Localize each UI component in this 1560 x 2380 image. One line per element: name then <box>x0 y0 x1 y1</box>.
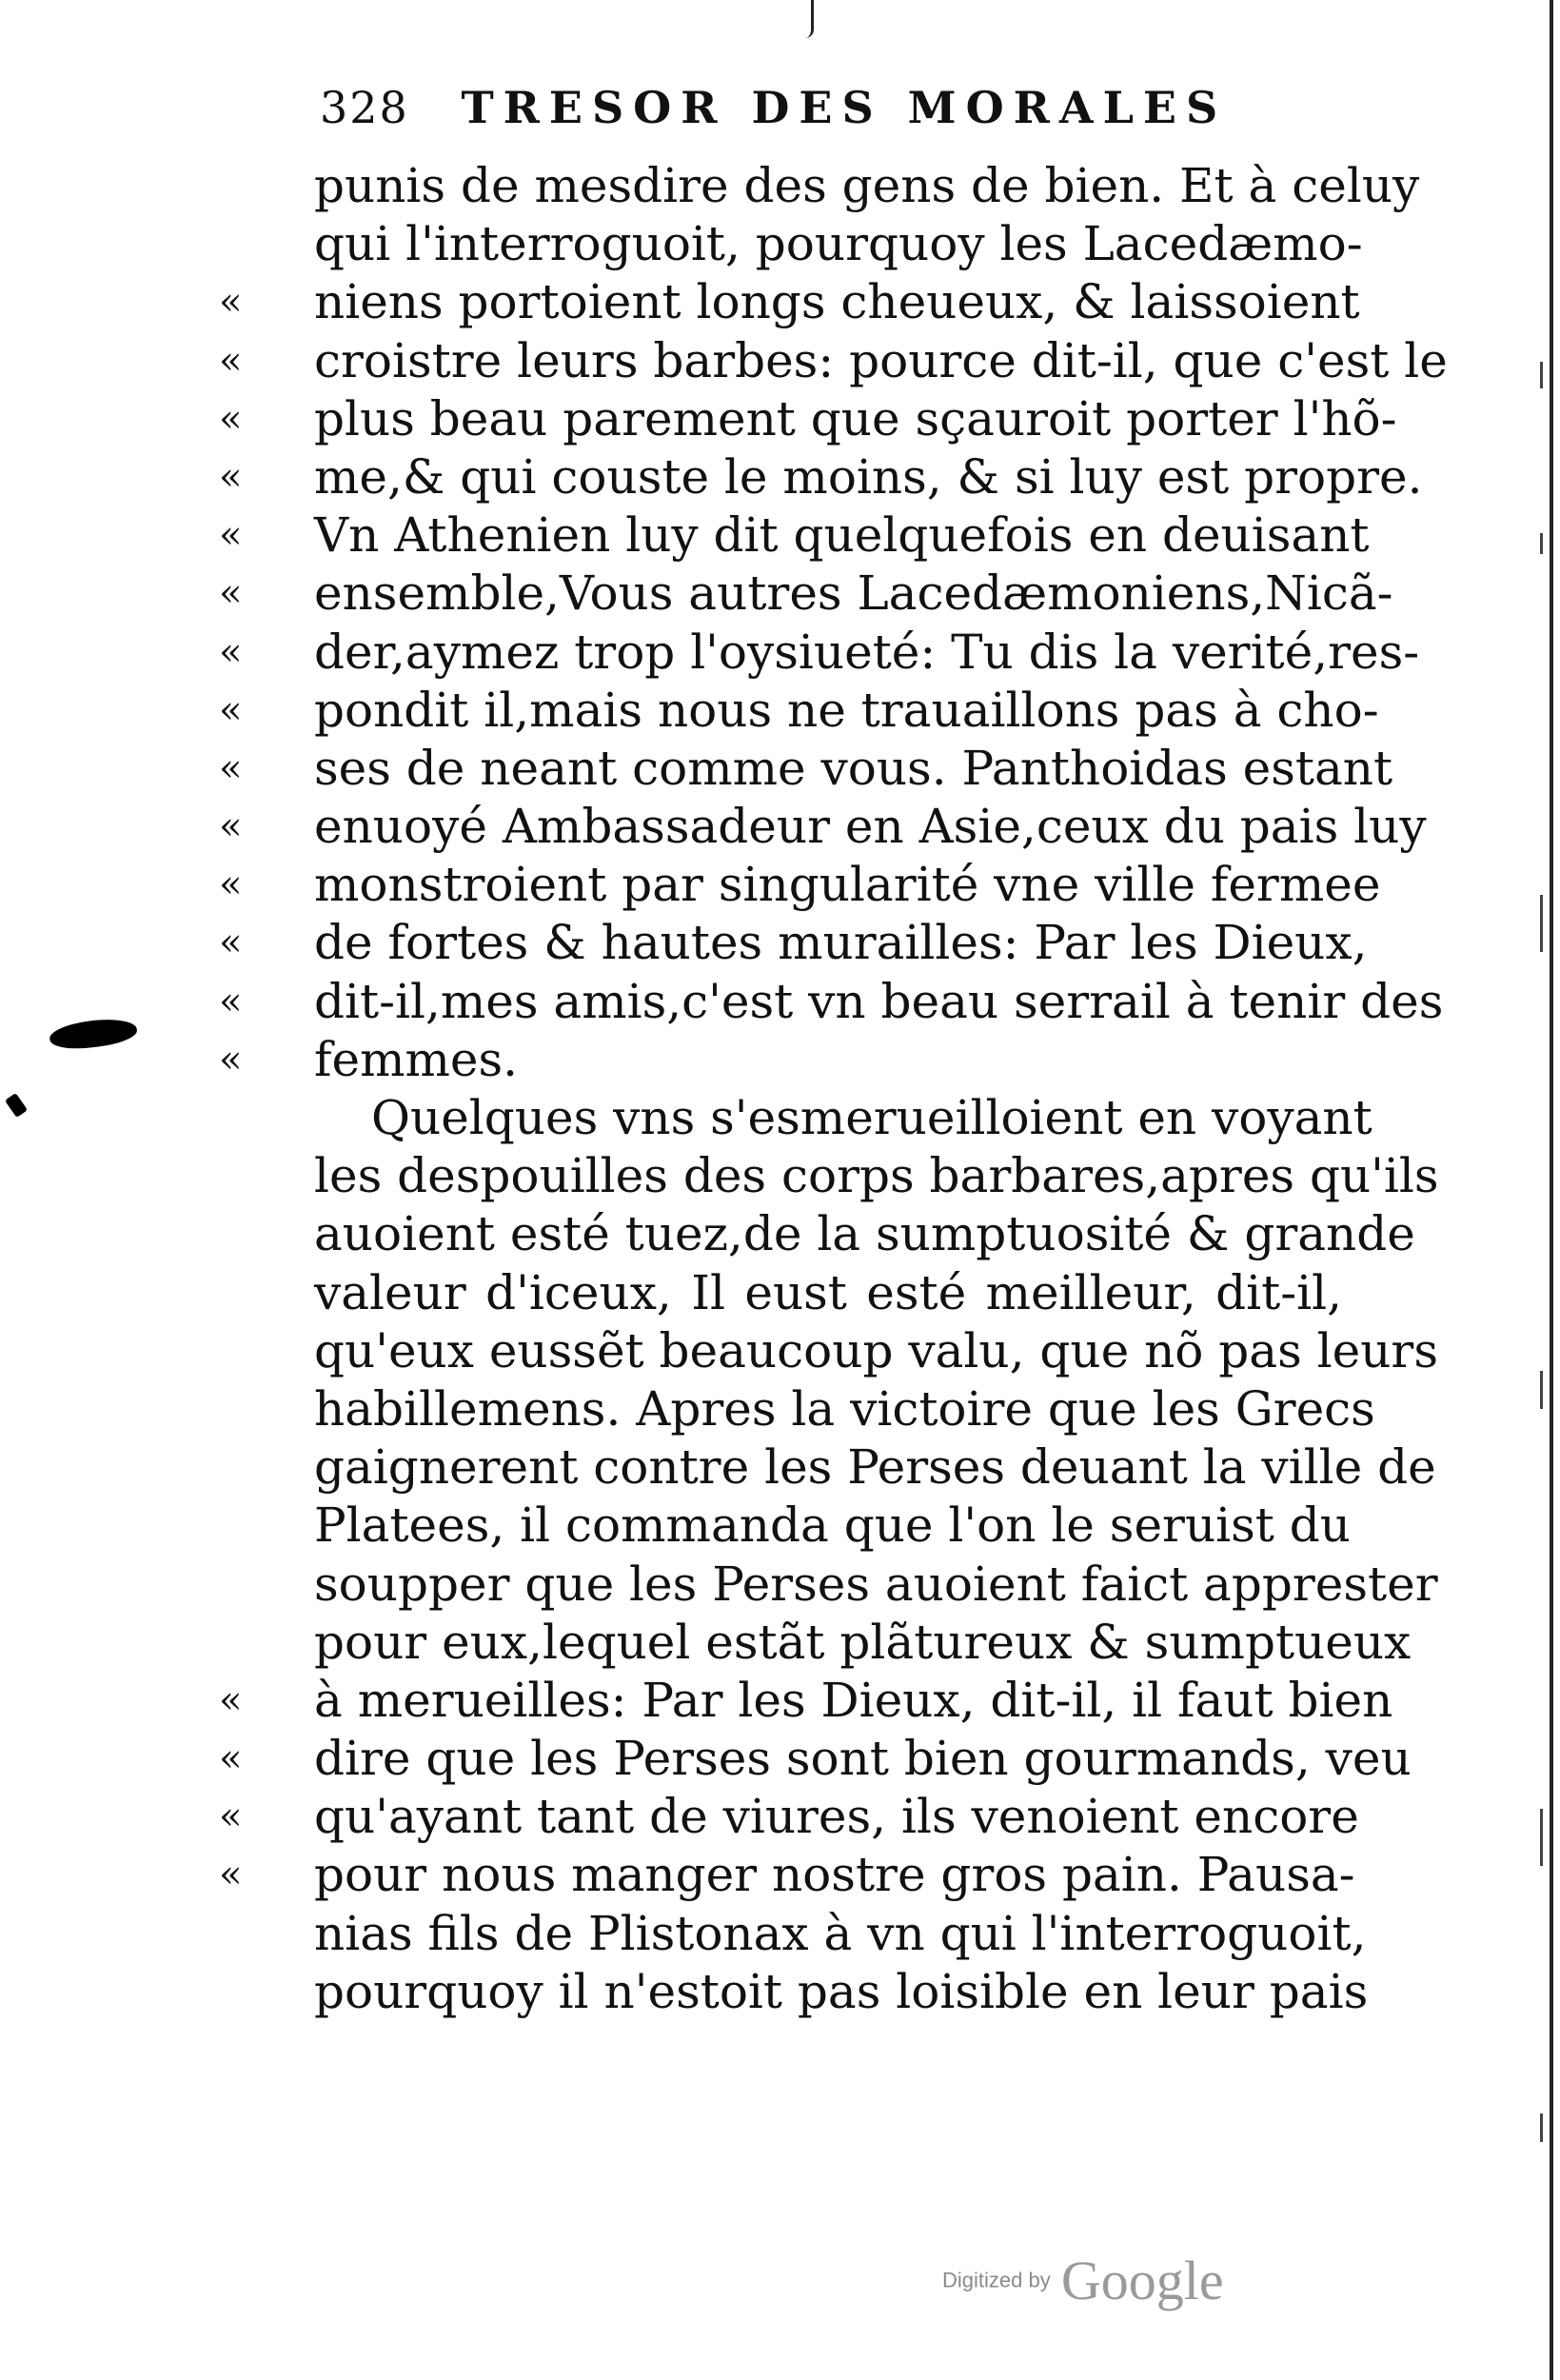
text-line <box>276 1438 1436 1497</box>
digitized-watermark <box>942 2249 1224 2312</box>
quote-mark: « <box>219 979 239 1023</box>
text-line <box>276 157 1420 215</box>
quote-mark: « <box>219 513 239 558</box>
line-text: pour eux,lequel estãt plãtureux & sumptueux <box>314 1614 1412 1670</box>
text-line <box>219 1730 1412 1788</box>
edge-mark <box>1540 1809 1543 1866</box>
text-line <box>219 1031 1342 1089</box>
quote-mark: « <box>219 454 239 499</box>
text-line <box>276 1205 1415 1263</box>
line-text: soupper que les Perses auoient faict apprester <box>314 1556 1438 1612</box>
line-text: qui l'interroguoit, pourquoy les Lacedæmo- <box>314 216 1363 272</box>
running-header <box>320 82 1227 133</box>
quote-mark: « <box>219 629 239 674</box>
text-line <box>276 1089 1372 1147</box>
line-text: qu'eux eussẽt beaucoup valu, que nõ pas leurs <box>314 1322 1438 1378</box>
quote-mark: « <box>219 396 239 441</box>
running-title: TRESOR DES MORALES <box>461 82 1228 133</box>
quote-mark: « <box>219 687 239 732</box>
line-text: qu'ayant tant de viures, ils venoient encore <box>314 1789 1359 1845</box>
quote-mark: « <box>219 1037 239 1081</box>
text-line <box>219 332 1448 390</box>
line-text: Vn Athenien luy dit quelquefois en deuisant <box>314 507 1370 564</box>
line-text: enuoyé Ambassadeur en Asie,ceux du pais luy <box>314 799 1427 855</box>
text-line <box>276 1264 1342 1322</box>
text-line <box>276 1905 1367 1963</box>
line-text: gaignerent contre les Perses deuant la ville de <box>314 1439 1436 1496</box>
text-line <box>276 1147 1439 1205</box>
line-text: dire que les Perses sont bien gourmands, veu <box>314 1731 1412 1787</box>
text-line <box>219 1788 1359 1846</box>
line-text: valeur d'iceux, Il eust esté meilleur, dit-il, <box>314 1264 1342 1320</box>
text-line <box>276 1556 1438 1614</box>
line-text: Platees, il commanda que l'on le seruist du <box>314 1497 1351 1554</box>
edge-mark <box>1540 362 1543 388</box>
text-line <box>219 914 1368 972</box>
edge-mark <box>1540 2113 1543 2142</box>
google-logo: Google <box>1060 2250 1224 2311</box>
line-text: dit-il,mes amis,c'est vn beau serrail à tenir des <box>314 973 1444 1029</box>
text-line <box>276 1322 1438 1380</box>
text-line <box>219 390 1397 448</box>
text-line <box>219 682 1379 740</box>
text-line <box>276 215 1363 273</box>
text-line <box>219 448 1423 506</box>
line-text: habillemens. Apres la victoire que les Grecs <box>314 1380 1375 1437</box>
quote-mark: « <box>219 745 239 790</box>
quote-mark: « <box>219 1795 239 1839</box>
line-text: pourquoy il n'estoit pas loisible en leur pais <box>314 1963 1369 2019</box>
line-text: femmes. <box>314 1031 519 1087</box>
quote-mark: « <box>219 1853 239 1897</box>
text-line <box>276 1614 1412 1672</box>
quote-mark: « <box>219 863 239 907</box>
line-text: de fortes & hautes murailles: Par les Dieux, <box>314 915 1368 971</box>
text-line <box>276 1963 1369 2021</box>
line-text: niens portoient longs cheueux, & laissoient <box>314 274 1360 330</box>
quote-mark: « <box>219 280 239 325</box>
line-text: croistre leurs barbes: pource dit-il, que c'est le <box>314 332 1448 388</box>
line-text: der,aymez trop l'oysiueté: Tu dis la verité,res- <box>314 624 1420 680</box>
ink-mark <box>5 1093 28 1118</box>
text-line <box>219 624 1420 682</box>
line-text: les despouilles des corps barbares,apres qu'ils <box>314 1148 1439 1204</box>
quote-mark: « <box>219 1677 239 1722</box>
line-text: ses de neant comme vous. Panthoidas estant <box>314 740 1393 796</box>
body-text <box>219 157 1448 2021</box>
text-line <box>219 798 1427 856</box>
top-bracket-mark <box>805 0 814 38</box>
text-line <box>276 1380 1375 1438</box>
line-text: plus beau parement que sçauroit porter l'hõ- <box>314 390 1397 446</box>
text-line <box>219 565 1393 623</box>
line-text: à merueilles: Par les Dieux, dit-il, il faut bien <box>314 1672 1393 1728</box>
text-line <box>276 1497 1351 1555</box>
text-line <box>219 856 1381 914</box>
text-line <box>219 1846 1355 1904</box>
page-edge-line <box>1550 0 1553 2380</box>
line-text: nias fils de Plistonax à vn qui l'interroguoit, <box>314 1905 1367 1961</box>
quote-mark: « <box>219 921 239 965</box>
quote-mark: « <box>219 338 239 383</box>
line-text: monstroient par singularité vne ville fermee <box>314 857 1381 913</box>
quote-mark: « <box>219 571 239 616</box>
text-line <box>219 740 1393 798</box>
ink-blot <box>48 1015 138 1054</box>
edge-mark <box>1540 1371 1543 1409</box>
edge-mark <box>1540 895 1543 952</box>
watermark-prefix: Digitized by <box>942 2268 1051 2292</box>
quote-mark: « <box>219 804 239 849</box>
text-line <box>219 1672 1393 1730</box>
text-line <box>219 273 1360 331</box>
edge-mark <box>1540 533 1543 554</box>
page-number: 328 <box>320 82 409 133</box>
line-text: auoient esté tuez,de la sumptuosité & grande <box>314 1206 1415 1262</box>
quote-mark: « <box>219 1736 239 1781</box>
line-text: ensemble,Vous autres Lacedæmoniens,Nicã- <box>314 565 1393 622</box>
line-text: pondit il,mais nous ne trauaillons pas à cho- <box>314 682 1379 738</box>
line-text: pour nous manger nostre gros pain. Pausa- <box>314 1847 1355 1903</box>
line-text: punis de mesdire des gens de bien. Et à celuy <box>314 158 1420 213</box>
line-text: me,& qui couste le moins, & si luy est propre. <box>314 448 1423 505</box>
line-text: Quelques vns s'esmerueilloient en voyant <box>371 1090 1372 1145</box>
text-line <box>219 506 1370 565</box>
text-line <box>219 973 1444 1031</box>
